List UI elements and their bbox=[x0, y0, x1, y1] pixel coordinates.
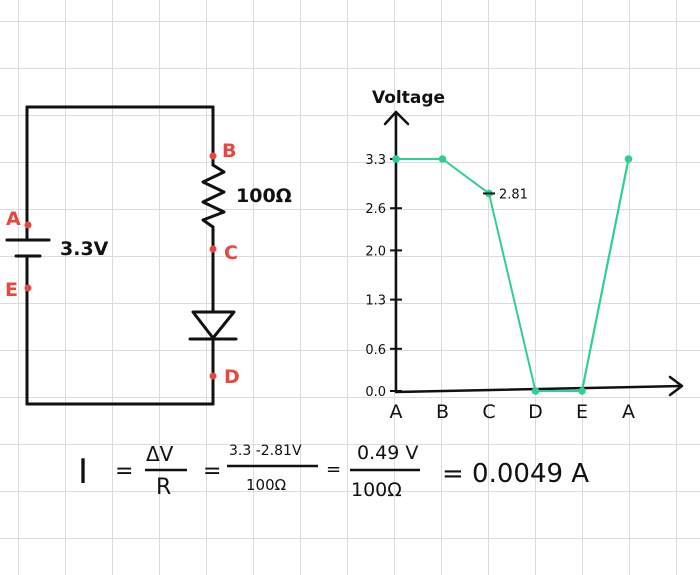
x-category-label: B bbox=[435, 401, 450, 423]
data-point bbox=[439, 155, 447, 163]
y-tick-label: 1.3 bbox=[365, 293, 386, 309]
node-c-dot bbox=[210, 246, 217, 253]
resistance-denominator-2: 100Ω bbox=[246, 476, 287, 494]
x-category-labels bbox=[390, 401, 636, 423]
node-e-label: E bbox=[5, 279, 18, 301]
node-b-label: B bbox=[222, 140, 237, 162]
data-point bbox=[392, 155, 400, 163]
y-tick-label: 0.0 bbox=[365, 385, 386, 400]
data-point bbox=[578, 387, 586, 395]
data-point bbox=[625, 155, 633, 163]
y-tick-label: 2.6 bbox=[365, 202, 386, 218]
node-b-dot bbox=[210, 153, 217, 160]
current-equation bbox=[78, 442, 589, 501]
delta-v-numerator: ΔV bbox=[146, 442, 174, 466]
node-d-dot bbox=[210, 373, 217, 380]
series-segment bbox=[582, 159, 629, 391]
voltage-line-chart bbox=[365, 88, 682, 423]
equals-sign-1: = bbox=[115, 459, 134, 484]
y-axis-title: Voltage bbox=[372, 88, 446, 108]
data-point bbox=[532, 387, 540, 395]
node-a-dot bbox=[25, 222, 32, 229]
resistance-denominator-3: 100Ω bbox=[351, 479, 402, 501]
equals-sign-3: = bbox=[326, 459, 342, 480]
current-symbol: I bbox=[78, 452, 89, 492]
node-d-label: D bbox=[224, 366, 240, 388]
node-e-dot bbox=[25, 285, 32, 292]
x-category-label: E bbox=[575, 401, 589, 423]
battery-voltage-label: 3.3V bbox=[60, 238, 109, 260]
resistance-denominator: R bbox=[156, 475, 172, 500]
x-category-label: A bbox=[622, 401, 635, 423]
current-result: = 0.0049 A bbox=[442, 459, 590, 489]
node-c-label: C bbox=[224, 242, 238, 264]
annotation-label: 2.81 bbox=[499, 187, 528, 203]
y-tick-label: 2.0 bbox=[365, 244, 386, 260]
resistor-symbol bbox=[203, 165, 224, 227]
x-category-label: A bbox=[389, 401, 403, 423]
x-category-label: D bbox=[528, 401, 543, 423]
circuit-nodes bbox=[25, 153, 217, 380]
y-tick-label: 0.6 bbox=[365, 342, 386, 358]
voltage-drop-numerator: 3.3 -2.81V bbox=[229, 443, 302, 459]
resistor-value-label: 100Ω bbox=[236, 185, 292, 207]
equals-sign-2: = bbox=[203, 459, 222, 484]
circuit-diagram bbox=[7, 107, 236, 404]
series-segment bbox=[489, 193, 536, 391]
diode-symbol bbox=[193, 312, 234, 338]
series-segment bbox=[443, 159, 490, 193]
node-a-label: A bbox=[6, 208, 21, 230]
voltage-difference-numerator: 0.49 V bbox=[357, 442, 419, 464]
y-tick-label: 3.3 bbox=[365, 153, 386, 168]
x-category-label: C bbox=[482, 401, 496, 423]
